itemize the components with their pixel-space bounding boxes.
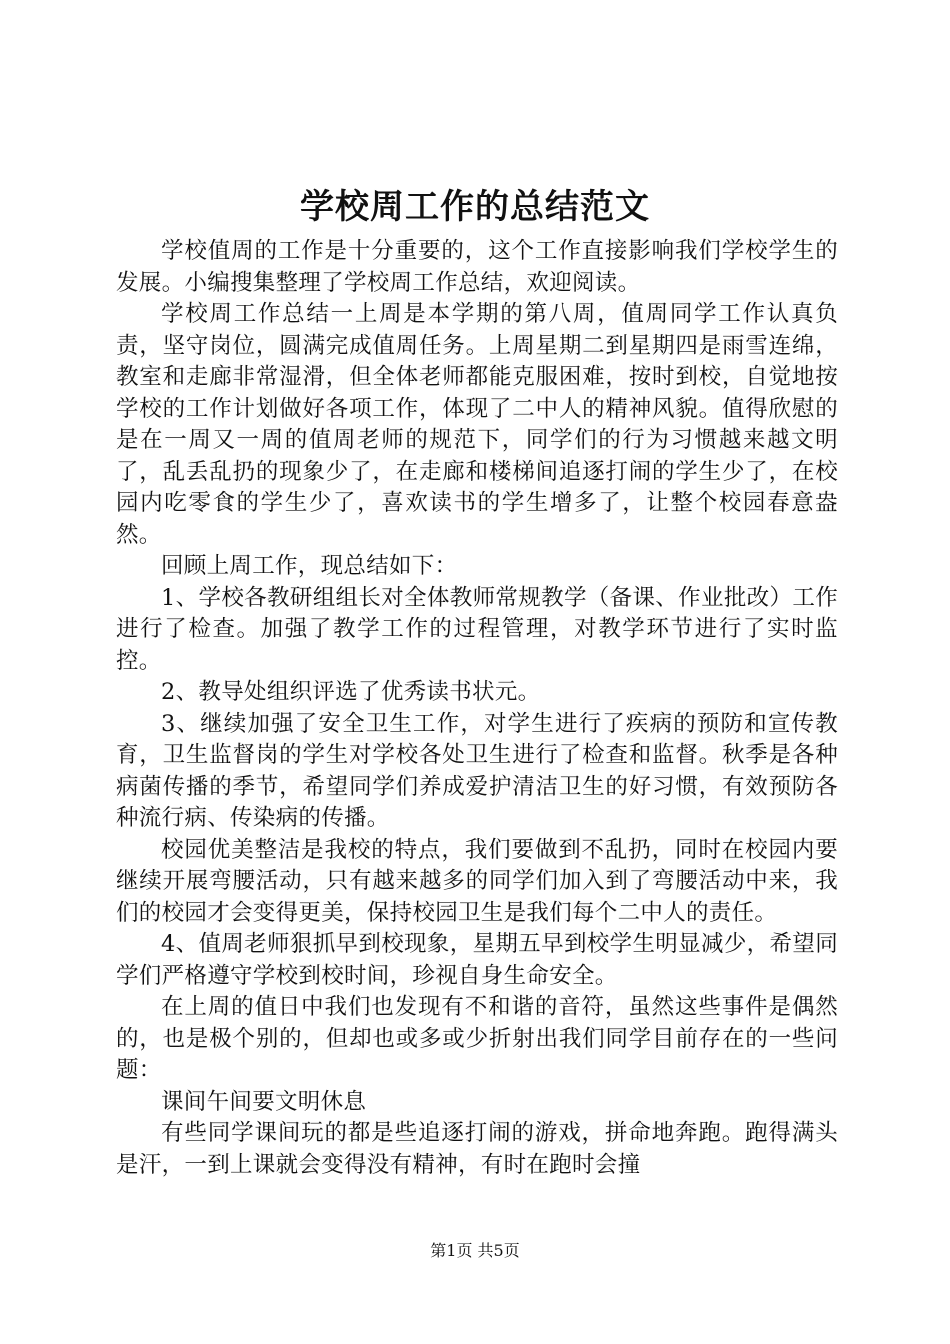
page-footer: 第1页 共5页 xyxy=(430,1241,520,1260)
paragraph-item-2: 2、教导处组织评选了优秀读书状元。 xyxy=(161,679,541,705)
paragraph-item-4: 4、值周老师狠抓早到校现象，星期五早到校学生明显减少，希望同学们严格遵守学校到校时间，珍视自身生命安全。 xyxy=(116,931,838,989)
document-title: 学校周工作的总结范文 xyxy=(300,187,650,227)
paragraph-item-1: 1、学校各教研组组长对全体教师常规教学（备课、作业批改）工作进行了检查。加强了教学工作的过程管理，对教学环节进行了实时监控。 xyxy=(116,584,838,674)
paragraph-item-3: 3、继续加强了安全卫生工作，对学生进行了疾病的预防和宣传教育，卫生监督岗的学生对学校各处卫生进行了检查和监督。秋季是各种病菌传播的季节，希望同学们养成爱护清洁卫生的好习惯，有效预防各种流行病、传染病的传播。 xyxy=(116,710,838,831)
paragraph-intro: 学校值周的工作是十分重要的，这个工作直接影响我们学校学生的发展。小编搜集整理了学校周工作总结，欢迎阅读。 xyxy=(116,238,838,296)
paragraph-campus-clean: 校园优美整洁是我校的特点，我们要做到不乱扔，同时在校园内要继续开展弯腰活动，只有越来越多的同学们加入到了弯腰活动中来，我们的校园才会变得更美，保持校园卫生是我们每个二中人的责任。 xyxy=(116,836,838,926)
paragraph-problems: 在上周的值日中我们也发现有不和谐的音符，虽然这些事件是偶然的，也是极个别的，但却也或多或少折射出我们同学目前存在的一些问题： xyxy=(116,994,838,1083)
paragraph-summary: 学校周工作总结一上周是本学期的第八周，值周同学工作认真负责，坚守岗位，圆满完成值周任务。上周星期二到星期四是雨雪连绵，教室和走廊非常湿滑，但全体老师都能克服困难，按时到校，自觉地按学校的工作计划做好各项工作，体现了二中人的精神风貌。值得欣慰的是在一周又一周的值周老师的规范下，同学们的行为习惯越来越文明了，乱丢乱扔的现象少了，在走廊和楼梯间追逐打闹的学生少了，在校园内吃零食的学生少了，喜欢读书的学生增多了，让整个校园春意盎然。 xyxy=(116,301,838,548)
paragraph-subheading: 课间午间要文明休息 xyxy=(161,1088,367,1115)
paragraph-review-heading: 回顾上周工作，现总结如下： xyxy=(161,553,458,579)
paragraph-break-behavior: 有些同学课间玩的都是些追逐打闹的游戏，拼命地奔跑。跑得满头是汗，一到上课就会变得没有精神，有时在跑时会撞 xyxy=(116,1120,838,1178)
document-body xyxy=(116,236,838,1181)
